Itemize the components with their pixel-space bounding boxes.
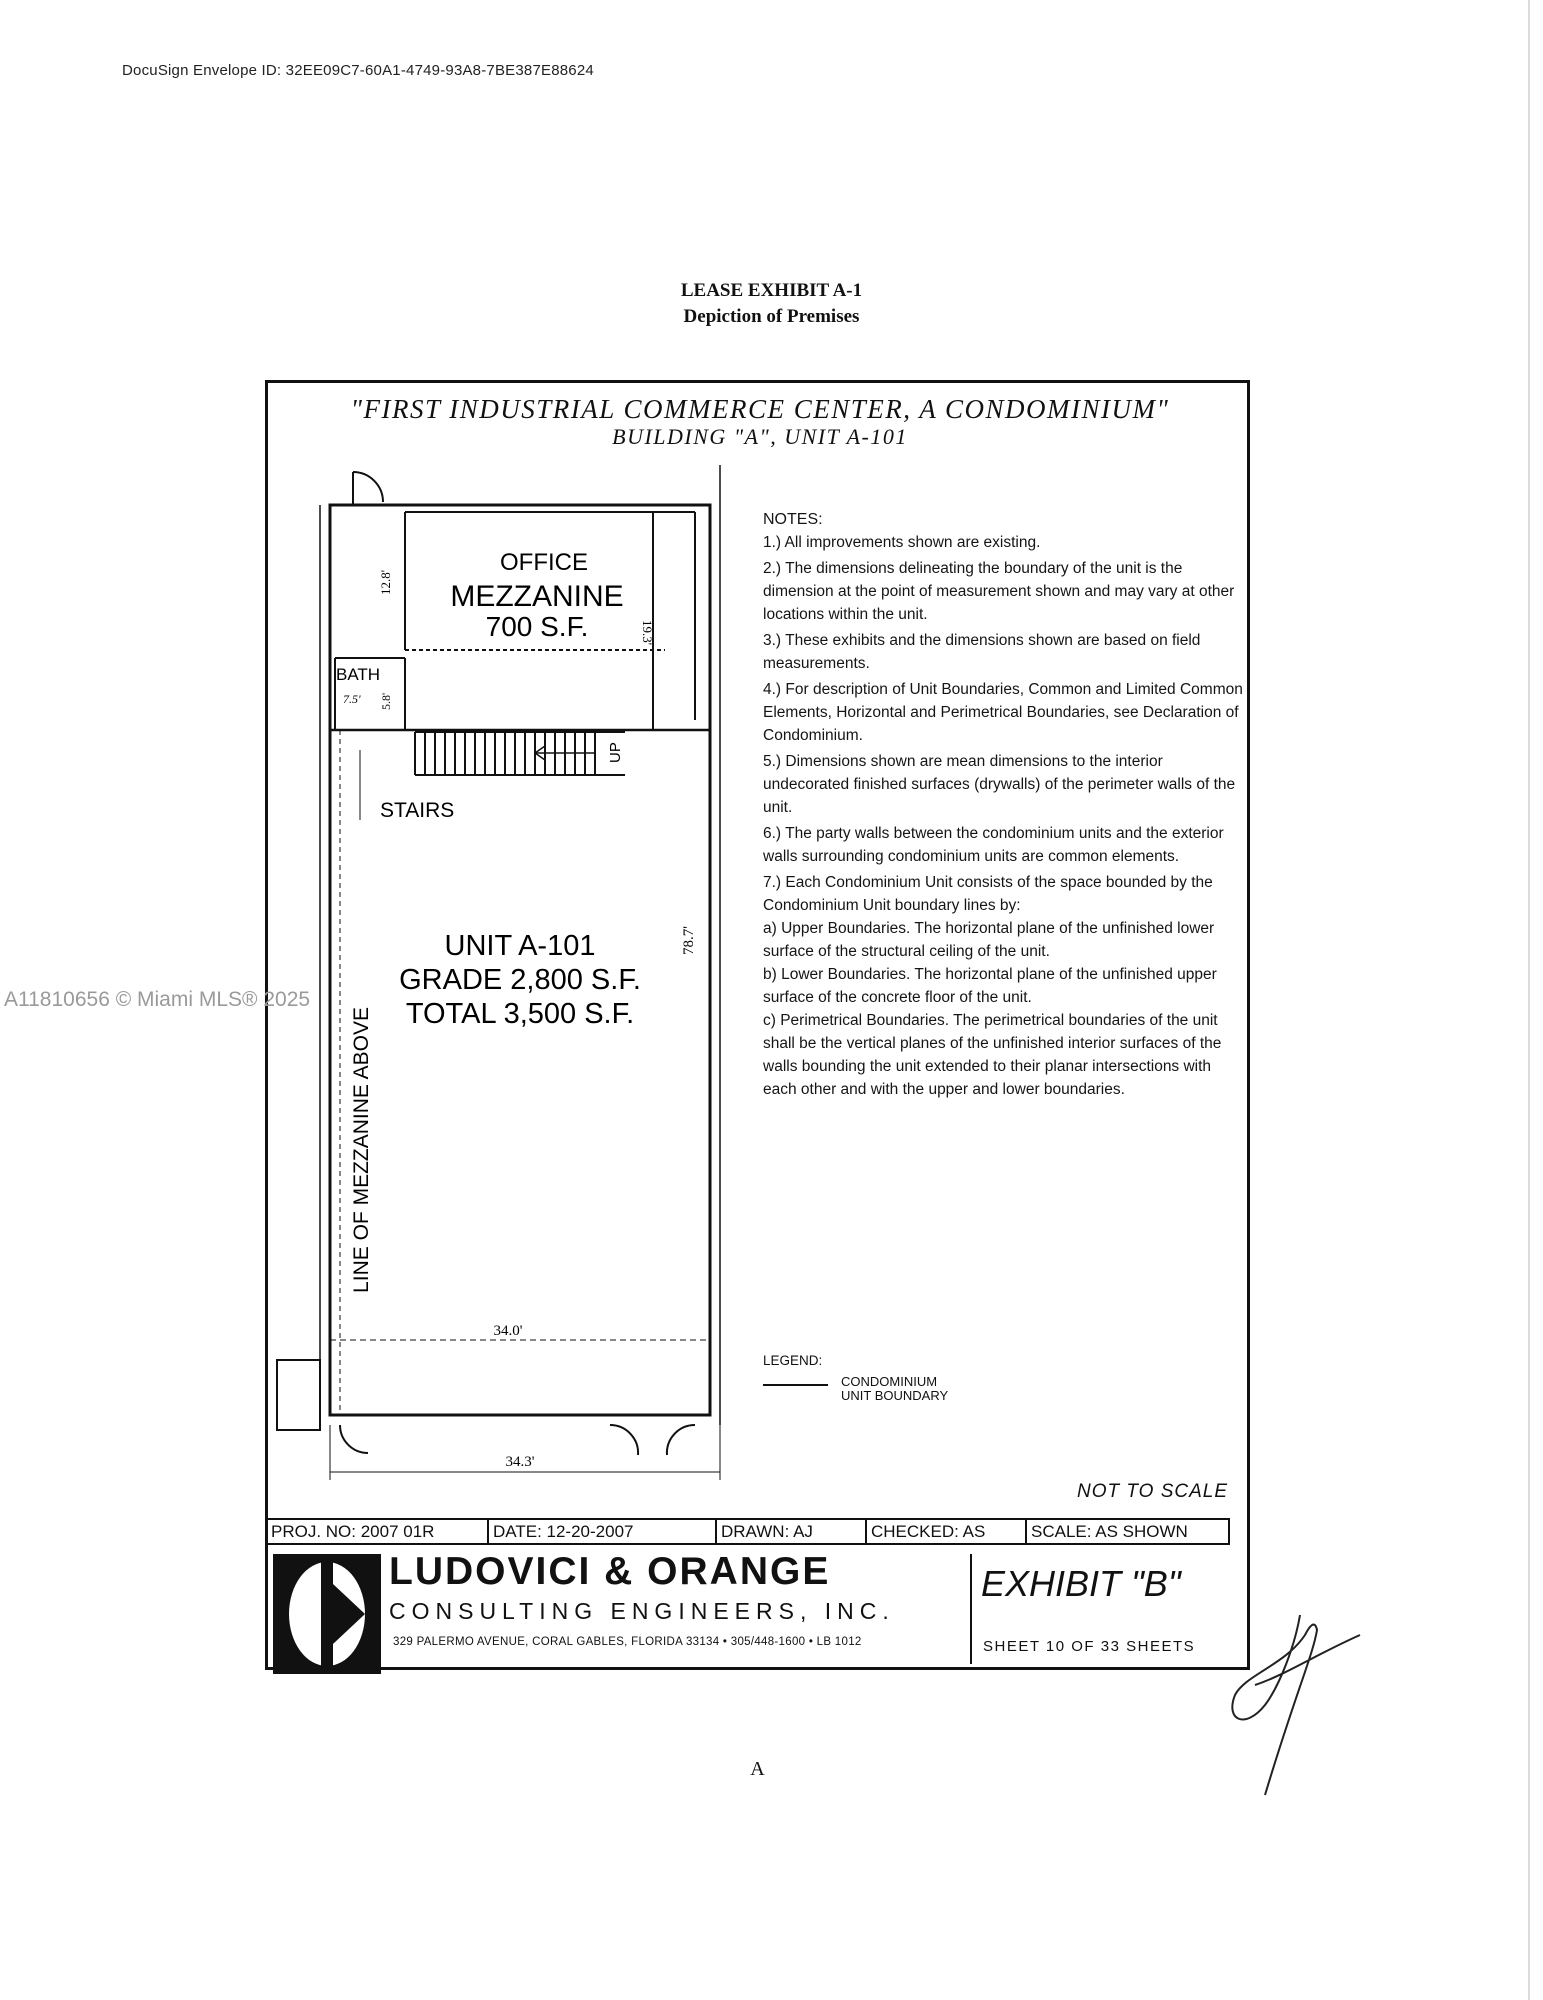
note-7: 7.) Each Condominium Unit consists of the space bounded by the Condominium Unit boundary lines by: <box>763 874 1213 914</box>
logo-mark-icon <box>273 1554 381 1674</box>
notes-block <box>763 508 1243 1101</box>
line-of-mezzanine-label: LINE OF MEZZANINE ABOVE <box>350 1007 373 1293</box>
office-depth-dim: 12.8' <box>378 569 393 595</box>
drawing-title: "FIRST INDUSTRIAL COMMERCE CENTER, A CONDOMINIUM" <box>350 394 1170 424</box>
legend-line <box>763 1384 828 1386</box>
company-logo <box>273 1554 381 1674</box>
office-label: OFFICE <box>500 549 588 576</box>
note-2: 2.) The dimensions delineating the boundary of the unit is the dimension at the point of measurement shown and may vary at other locations within the unit. <box>763 560 1235 623</box>
checked-by: CHECKED: AS <box>867 1520 1027 1543</box>
envelope-id: DocuSign Envelope ID: 32EE09C7-60A1-4749-93A8-7BE387E88624 <box>122 62 594 79</box>
stairs <box>415 732 625 775</box>
legend-line-1: CONDOMINIUM <box>841 1374 938 1389</box>
title-block <box>265 1518 1250 1668</box>
drawn-by: DRAWN: AJ <box>717 1520 867 1543</box>
drawing-date: DATE: 12-20-2007 <box>489 1520 717 1543</box>
exhibit-label: EXHIBIT "B" <box>981 1563 1181 1604</box>
lease-subtitle: Depiction of Premises <box>683 306 860 327</box>
note-7b: b) Lower Boundaries. The horizontal plane of the unfinished upper surface of the concrete floor of the unit. <box>763 966 1217 1006</box>
drawing-subtitle: BUILDING "A", UNIT A-101 <box>612 424 908 449</box>
mezzanine-area: 700 S.F. <box>485 611 589 642</box>
notes-heading: NOTES: <box>763 511 823 528</box>
inner-width-dim: 34.0' <box>493 1323 523 1339</box>
note-4: 4.) For description of Unit Boundaries, Common and Limited Common Elements, Horizontal and Perimetrical Boundaries, see Declaration of Condominium. <box>763 681 1243 744</box>
note-7a: a) Upper Boundaries. The horizontal plane of the unfinished lower surface of the structural ceiling of the unit. <box>763 920 1215 960</box>
total-area: TOTAL 3,500 S.F. <box>405 998 635 1030</box>
scale: SCALE: AS SHOWN <box>1031 1522 1188 1541</box>
company-subtitle: CONSULTING ENGINEERS, INC. <box>389 1598 895 1624</box>
title-block-row <box>265 1518 1230 1545</box>
bath-label: BATH <box>336 665 381 684</box>
stairs-label: STAIRS <box>380 799 455 822</box>
lease-heading <box>0 278 1543 330</box>
project-number: PROJ. NO: 2007 01R <box>267 1520 489 1543</box>
company-name: LUDOVICI & ORANGE <box>389 1550 831 1593</box>
note-1: 1.) All improvements shown are existing. <box>763 534 1041 551</box>
unit-label: UNIT A-101 <box>444 930 596 962</box>
unit-length-dim: 78.7' <box>681 926 697 955</box>
note-3: 3.) These exhibits and the dimensions shown are based on field measurements. <box>763 632 1201 672</box>
bath-width-dim: 7.5' <box>343 692 361 706</box>
note-6: 6.) The party walls between the condominium units and the exterior walls surrounding condominium units are common elements. <box>763 825 1224 865</box>
legend-heading: LEGEND: <box>763 1353 823 1368</box>
outer-width-dim: 34.3' <box>505 1454 535 1470</box>
mls-watermark: A11810656 © Miami MLS® 2025 <box>4 988 311 1011</box>
drawing-sheet <box>265 380 1250 1680</box>
up-label: UP <box>607 742 624 763</box>
grade-area: GRADE 2,800 S.F. <box>399 964 641 996</box>
lease-title: LEASE EXHIBIT A-1 <box>680 280 863 301</box>
legend-line-2: UNIT BOUNDARY <box>841 1388 949 1403</box>
bath-depth-dim: 5.8' <box>379 692 393 710</box>
company-address: 329 PALERMO AVENUE, CORAL GABLES, FLORIDA 33134 • 305/448-1600 • LB 1012 <box>393 1636 862 1648</box>
note-5: 5.) Dimensions shown are mean dimensions to the interior undecorated finished surfaces (drywalls) of the perimeter walls of the unit. <box>763 753 1236 816</box>
mezzanine-label: MEZZANINE <box>450 580 624 613</box>
note-7c: c) Perimetrical Boundaries. The perimetrical boundaries of the unit shall be the vertical planes of the unfinished interior surfaces of the walls bounding the unit extended to their planar intersections with each other and with the upper and lower boundaries. <box>763 1012 1222 1098</box>
mezz-depth-dim: 19.3' <box>640 620 655 646</box>
legend-text <box>841 1375 948 1403</box>
page-letter: A <box>750 1758 765 1780</box>
not-to-scale: NOT TO SCALE <box>1077 1481 1229 1502</box>
sheet-count: SHEET 10 OF 33 SHEETS <box>983 1638 1196 1655</box>
